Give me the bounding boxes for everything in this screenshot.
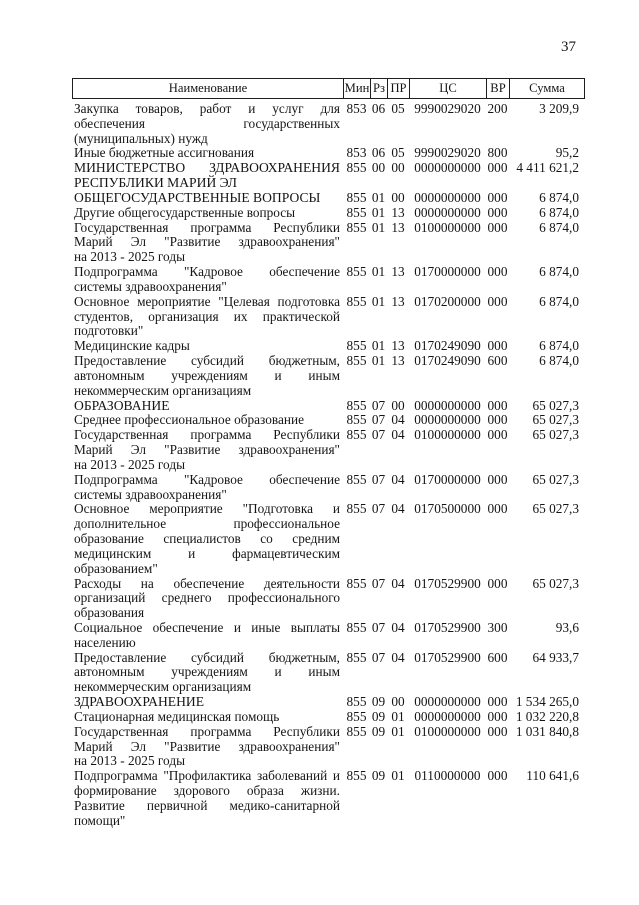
row-sum: 1 031 840,8 — [515, 723, 579, 739]
row-cs: 0170249090 — [414, 338, 481, 354]
row-sum: 6 874,0 — [539, 264, 579, 280]
row-min: 853 — [346, 145, 367, 161]
row-name — [73, 695, 343, 710]
row-pr: 05 — [391, 101, 405, 116]
row-min: 855 — [346, 649, 367, 665]
row-name-line: Подпрограмма "Профилактика заболеваний и — [74, 768, 340, 784]
row-rz: 07 — [371, 412, 386, 428]
row-rz: 07 — [371, 427, 386, 443]
row-name — [73, 428, 343, 472]
row-sum: 64 933,7 — [532, 649, 579, 665]
row-min: 855 — [346, 204, 367, 220]
row-vr: 000 — [487, 427, 508, 443]
row-vr: 000 — [487, 723, 508, 739]
row-vr: 000 — [487, 264, 508, 280]
row-rz: 06 — [371, 145, 386, 161]
row-vr: 000 — [487, 575, 508, 591]
row-name-line: ОБРАЗОВАНИЕ — [74, 397, 170, 413]
row-pr: 13 — [391, 353, 405, 369]
row-pr: 13 — [391, 264, 405, 280]
row-pr: 13 — [391, 204, 405, 220]
row-name — [73, 651, 343, 695]
row-min: 855 — [346, 353, 367, 369]
row-vr: 000 — [487, 219, 508, 235]
row-rz: 07 — [371, 501, 386, 517]
row-name-line: образования — [74, 605, 145, 621]
row-rz: 09 — [371, 694, 386, 710]
table-row — [73, 695, 584, 710]
table-row — [73, 354, 584, 398]
row-name-line: Основное мероприятие "Целевая подготовка — [74, 293, 340, 309]
row-vr: 000 — [487, 768, 508, 784]
row-sum: 65 027,3 — [532, 501, 579, 517]
row-rz: 01 — [371, 189, 386, 205]
table-row — [73, 221, 584, 265]
row-vr: 000 — [487, 412, 508, 428]
table-body — [73, 102, 584, 829]
row-min: 855 — [346, 338, 367, 354]
row-name — [73, 399, 343, 414]
row-sum: 65 027,3 — [532, 575, 579, 591]
row-cs: 0000000000 — [414, 412, 481, 428]
row-rz: 01 — [371, 219, 386, 235]
table-row — [73, 206, 584, 221]
table-row — [73, 161, 584, 191]
row-rz: 09 — [371, 768, 386, 784]
row-name-line: организаций среднего профессионального — [74, 590, 340, 606]
row-name-line: Подпрограмма "Кадровое обеспечение — [74, 264, 340, 280]
row-name — [73, 473, 343, 503]
row-pr: 01 — [391, 723, 405, 739]
row-sum: 93,6 — [555, 619, 579, 635]
row-min: 855 — [346, 412, 367, 428]
row-cs: 0170000000 — [414, 471, 481, 487]
row-min: 855 — [346, 619, 367, 635]
row-vr: 000 — [487, 189, 508, 205]
table-row — [73, 769, 584, 828]
row-pr: 05 — [391, 145, 405, 161]
row-name-line: формирование здорового образа жизни. — [74, 783, 340, 799]
row-min: 855 — [346, 293, 367, 309]
table-row — [73, 577, 584, 621]
row-rz: 07 — [371, 649, 386, 665]
row-name — [73, 265, 343, 295]
row-name-line: МИНИСТЕРСТВО ЗДРАВООХРАНЕНИЯ — [74, 160, 340, 176]
row-sum: 1 032 220,8 — [515, 708, 579, 724]
row-name-line: на 2013 - 2025 годы — [74, 753, 186, 769]
row-vr: 800 — [487, 145, 508, 161]
row-rz: 09 — [371, 723, 386, 739]
table-row — [73, 146, 584, 161]
row-cs: 0170529900 — [414, 619, 481, 635]
row-name-line: ОБЩЕГОСУДАРСТВЕННЫЕ ВОПРОСЫ — [74, 189, 321, 205]
row-name-line: Марий Эл "Развитие здравоохранения" — [74, 738, 340, 754]
table-row — [73, 710, 584, 725]
row-sum: 3 209,9 — [539, 101, 579, 116]
row-pr: 00 — [391, 397, 405, 413]
row-name — [73, 221, 343, 265]
row-min: 855 — [346, 708, 367, 724]
row-rz: 01 — [371, 353, 386, 369]
row-sum: 65 027,3 — [532, 427, 579, 443]
row-name-line: (муниципальных) нужд — [74, 130, 208, 146]
row-cs: 0000000000 — [414, 189, 481, 205]
row-rz: 01 — [371, 293, 386, 309]
row-cs: 0000000000 — [414, 397, 481, 413]
header-rz: Рз — [370, 79, 387, 98]
row-name — [73, 146, 343, 161]
table-row — [73, 413, 584, 428]
row-pr: 01 — [391, 768, 405, 784]
row-vr: 000 — [487, 694, 508, 710]
row-sum: 65 027,3 — [532, 471, 579, 487]
row-rz: 07 — [371, 397, 386, 413]
row-sum: 110 641,6 — [526, 768, 579, 784]
row-vr: 600 — [487, 649, 508, 665]
row-name-line: Основное мероприятие "Подготовка и — [74, 501, 340, 517]
row-name-line: автономным учреждениям и иным — [74, 367, 340, 383]
row-name-line: Среднее профессиональное образование — [74, 412, 304, 428]
row-sum: 4 411 621,2 — [516, 160, 579, 176]
row-name-line: дополнительное профессиональное — [74, 516, 340, 532]
page-number: 37 — [561, 39, 576, 55]
row-pr: 13 — [391, 293, 405, 309]
row-sum: 6 874,0 — [539, 293, 579, 309]
table-row — [73, 621, 584, 651]
table-row — [73, 191, 584, 206]
row-name-line: Медицинские кадры — [74, 338, 190, 354]
row-cs: 0000000000 — [414, 708, 481, 724]
row-name — [73, 502, 343, 576]
row-cs: 0170529900 — [414, 649, 481, 665]
row-cs: 0000000000 — [414, 204, 481, 220]
row-min: 855 — [346, 160, 367, 176]
row-sum: 65 027,3 — [532, 397, 579, 413]
row-name-line: Предоставление субсидий бюджетным, — [74, 649, 340, 665]
row-min: 855 — [346, 575, 367, 591]
row-pr: 04 — [391, 412, 405, 428]
row-name-line: автономным учреждениям и иным — [74, 664, 340, 680]
table-row — [73, 725, 584, 769]
row-pr: 04 — [391, 427, 405, 443]
row-name-line: Марий Эл "Развитие здравоохранения" — [74, 442, 340, 458]
row-name-line: Стационарная медицинская помощь — [74, 708, 280, 724]
row-vr: 000 — [487, 160, 508, 176]
row-name-line: некоммерческим организациям — [74, 679, 252, 695]
row-sum: 6 874,0 — [539, 189, 579, 205]
row-name-line: Государственная программа Республики — [74, 723, 340, 739]
row-name — [73, 102, 343, 146]
row-rz: 07 — [371, 619, 386, 635]
row-name-line: РЕСПУБЛИКИ МАРИЙ ЭЛ — [74, 175, 237, 191]
row-name-line: Государственная программа Республики — [74, 219, 340, 235]
row-cs: 0170200000 — [414, 293, 481, 309]
row-cs: 0000000000 — [414, 160, 481, 176]
row-min: 855 — [346, 471, 367, 487]
row-name-line: Подпрограмма "Кадровое обеспечение — [74, 471, 340, 487]
row-name-line: Другие общегосударственные вопросы — [74, 204, 296, 220]
row-cs: 0000000000 — [414, 694, 481, 710]
row-name — [73, 413, 343, 428]
row-cs: 0100000000 — [414, 723, 481, 739]
row-cs: 0100000000 — [414, 219, 481, 235]
row-name — [73, 295, 343, 339]
row-sum: 6 874,0 — [539, 353, 579, 369]
row-vr: 000 — [487, 204, 508, 220]
row-cs: 0170000000 — [414, 264, 481, 280]
table-row — [73, 428, 584, 472]
row-vr: 300 — [487, 619, 508, 635]
table-row — [73, 339, 584, 354]
table-row — [73, 473, 584, 503]
row-name-line: Социальное обеспечение и иные выплаты — [74, 619, 340, 635]
row-min: 855 — [346, 768, 367, 784]
row-pr: 01 — [391, 708, 405, 724]
row-pr: 04 — [391, 619, 405, 635]
row-name — [73, 725, 343, 769]
row-rz: 01 — [371, 264, 386, 280]
row-name-line: системы здравоохранения" — [74, 486, 227, 502]
row-vr: 600 — [487, 353, 508, 369]
row-name-line: помощи" — [74, 812, 126, 828]
row-name — [73, 621, 343, 651]
row-cs: 0170529900 — [414, 575, 481, 591]
row-pr: 13 — [391, 219, 405, 235]
row-name-line: Марий Эл "Развитие здравоохранения" — [74, 234, 340, 250]
row-min: 855 — [346, 694, 367, 710]
row-vr: 000 — [487, 397, 508, 413]
row-vr: 200 — [487, 101, 508, 116]
row-rz: 07 — [371, 575, 386, 591]
row-name-line: Иные бюджетные ассигнования — [74, 145, 255, 161]
row-sum: 65 027,3 — [532, 412, 579, 428]
header-vr: ВР — [486, 79, 509, 98]
table-header — [72, 78, 585, 99]
row-rz: 09 — [371, 708, 386, 724]
row-min: 855 — [346, 501, 367, 517]
row-name — [73, 206, 343, 221]
row-pr: 13 — [391, 338, 405, 354]
header-min: Мин — [343, 79, 370, 98]
row-min: 855 — [346, 723, 367, 739]
row-name-line: студентов, организация их практической — [74, 308, 340, 324]
row-name — [73, 161, 343, 191]
row-name — [73, 191, 343, 206]
row-name-line: образованием" — [74, 560, 158, 576]
row-min: 855 — [346, 189, 367, 205]
table-row — [73, 265, 584, 295]
row-sum: 1 534 265,0 — [515, 694, 579, 710]
row-vr: 000 — [487, 338, 508, 354]
row-min: 855 — [346, 264, 367, 280]
row-cs: 9990029020 — [414, 145, 481, 161]
row-name — [73, 354, 343, 398]
row-name-line: обеспечения государственных — [74, 115, 340, 131]
header-cs: ЦС — [409, 79, 486, 98]
row-name-line: Расходы на обеспечение деятельности — [74, 575, 340, 591]
row-name — [73, 577, 343, 621]
row-name — [73, 769, 343, 828]
row-name-line: системы здравоохранения" — [74, 278, 227, 294]
row-pr: 04 — [391, 471, 405, 487]
row-sum: 6 874,0 — [539, 219, 579, 235]
table-row — [73, 295, 584, 339]
row-vr: 000 — [487, 708, 508, 724]
row-rz: 01 — [371, 338, 386, 354]
row-name-line: на 2013 - 2025 годы — [74, 456, 186, 472]
row-pr: 04 — [391, 575, 405, 591]
row-pr: 00 — [391, 189, 405, 205]
row-min: 855 — [346, 397, 367, 413]
table-row — [73, 651, 584, 695]
row-name-line: некоммерческим организациям — [74, 382, 252, 398]
row-cs: 0100000000 — [414, 427, 481, 443]
row-cs: 9990029020 — [414, 101, 481, 116]
row-vr: 000 — [487, 501, 508, 517]
row-rz: 06 — [371, 101, 386, 116]
row-min: 855 — [346, 427, 367, 443]
row-name-line: Развитие первичной медико-санитарной — [74, 797, 340, 813]
row-name-line: Закупка товаров, работ и услуг для — [74, 101, 340, 116]
row-pr: 04 — [391, 501, 405, 517]
row-name — [73, 339, 343, 354]
row-vr: 000 — [487, 471, 508, 487]
row-name-line: образование специалистов со средним — [74, 531, 340, 547]
row-name-line: на 2013 - 2025 годы — [74, 249, 186, 265]
row-sum: 6 874,0 — [539, 338, 579, 354]
row-name-line: медицинским и фармацевтическим — [74, 545, 340, 561]
row-cs: 0170500000 — [414, 501, 481, 517]
row-name-line: Государственная программа Республики — [74, 427, 340, 443]
row-min: 855 — [346, 219, 367, 235]
row-rz: 00 — [371, 160, 386, 176]
row-sum: 6 874,0 — [539, 204, 579, 220]
row-name-line: населению — [74, 634, 136, 650]
row-pr: 00 — [391, 694, 405, 710]
row-name-line: подготовки" — [74, 323, 144, 339]
row-name — [73, 710, 343, 725]
table-row — [73, 102, 584, 146]
row-name-line: Предоставление субсидий бюджетным, — [74, 353, 340, 369]
row-sum: 95,2 — [555, 145, 579, 161]
row-name-line: ЗДРАВООХРАНЕНИЕ — [74, 694, 205, 710]
row-pr: 04 — [391, 649, 405, 665]
header-name: Наименование — [168, 81, 248, 95]
row-rz: 07 — [371, 471, 386, 487]
header-pr: ПР — [387, 79, 409, 98]
row-pr: 00 — [391, 160, 405, 176]
table-row — [73, 502, 584, 576]
row-cs: 0110000000 — [414, 768, 481, 784]
header-sum: Сумма — [509, 79, 584, 98]
row-min: 853 — [346, 101, 367, 116]
row-rz: 01 — [371, 204, 386, 220]
row-cs: 0170249090 — [414, 353, 481, 369]
row-vr: 000 — [487, 293, 508, 309]
table-row — [73, 399, 584, 414]
